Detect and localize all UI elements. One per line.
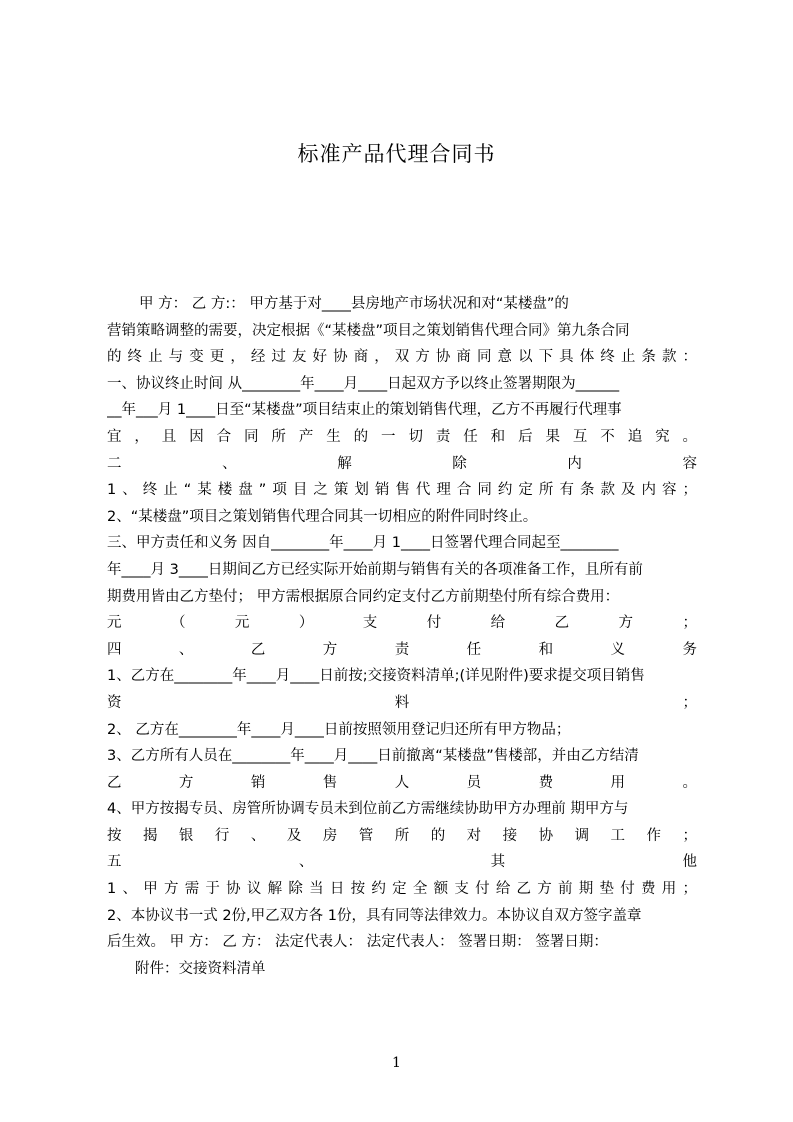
paragraph-line: 的终止与变更，经过友好协商，双方协商同意以下具体终止条款：	[107, 349, 697, 366]
paragraph-line: 后生效。 甲 方： 乙 方： 法定代表人： 法定代表人： 签署日期： 签署日期：	[107, 934, 608, 951]
paragraph-line: 期费用皆由乙方垫付； 甲方需根据原合同约定支付乙方前期垫付所有综合费用：	[107, 588, 620, 605]
attachment-line: 附件：交接资料清单	[135, 960, 266, 977]
list-item: 1、甲方需于协议解除当日按约定全额支付给乙方前期垫付费用；	[107, 881, 697, 898]
list-item: 3、乙方所有人员在________年____月____日前撤离“某楼盘”售楼部，并由乙方结清	[107, 748, 639, 765]
section-heading: 三、甲方责任和义务 因自________年____月 1____日签署代理合同起至________	[107, 535, 619, 552]
section-heading: 五 、 其 他	[107, 854, 697, 871]
paragraph-line: 甲 方： 乙 方:： 甲方基于对____县房地产市场状况和对“某楼盘”的	[139, 296, 569, 312]
list-item: 2、“某楼盘”项目之策划销售代理合同其一切相应的附件同时终止。	[107, 508, 538, 525]
paragraph-line: 营销策略调整的需要，决定根据《“某楼盘”项目之策划销售代理合同》第九条合同	[107, 322, 630, 339]
paragraph-line: 一、协议终止时间 从________年____月____日起双方予以终止签署期限为______	[107, 375, 620, 392]
paragraph-line: 宜，且因合同所产生的一切责任和后果互不追究。	[107, 428, 697, 445]
list-item: 1、乙方在________年____月____日前按;交接资料清单;(详见附件)要求提交项目销售	[107, 668, 645, 685]
paragraph-line: 按 揭 银 行 、 及 房 管 所 的 对 接 协 调 工 作 ；	[107, 827, 697, 844]
page-number: 1	[392, 1055, 401, 1071]
section-heading: 二 、 解 除 内 容	[107, 455, 697, 472]
paragraph-line: 资 料 ；	[107, 694, 697, 711]
paragraph-line: 乙 方 销 售 人 员 费 用 。	[107, 774, 697, 791]
paragraph-line: __年___月 1____日至“某楼盘”项目结束止的策划销售代理，乙方不再履行代理事	[107, 402, 622, 419]
list-item: 2、本协议书一式 2份,甲乙双方各 1份，具有同等法律效力。本协议自双方签字盖章	[107, 907, 642, 924]
paragraph-line: 年____月 3____日期间乙方已经实际开始前期与销售有关的各项准备工作，且所有前	[107, 561, 643, 578]
document-title: 标准产品代理合同书	[297, 142, 496, 166]
list-item: 4、甲方按揭专员、房管所协调专员未到位前乙方需继续协助甲方办理前 期甲方与	[107, 801, 629, 818]
section-heading: 四 、 乙 方 责 任 和 义 务	[107, 641, 697, 658]
list-item: 1、终止“某楼盘”项目之策划销售代理合同约定所有条款及内容；	[107, 482, 697, 499]
paragraph-line: 元 （ 元 ） 支 付 给 乙 方 ；	[107, 615, 697, 632]
list-item: 2、 乙方在________年____月____日前按照领用登记归还所有甲方物品；	[107, 721, 571, 738]
document-body	[107, 291, 697, 982]
